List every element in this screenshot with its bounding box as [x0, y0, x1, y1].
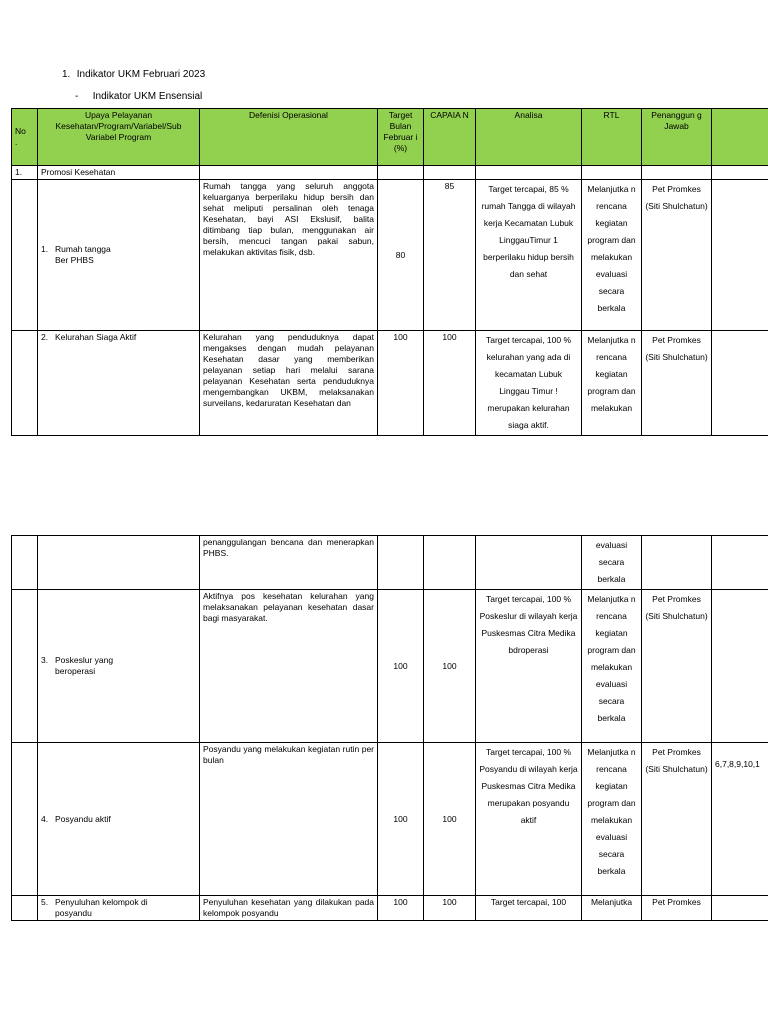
- capaian-cell: 100: [424, 743, 476, 896]
- extra-cell: [712, 896, 768, 921]
- indicator-table-page1: [11, 108, 768, 436]
- rtl-cell: Melanjutka n rencana kegiatan program dan melakukan evaluasi secara berkala: [582, 180, 642, 331]
- section-no: 1.: [12, 166, 38, 180]
- heading-title: Indikator UKM Februari 2023: [76, 69, 206, 80]
- header-upaya: Upaya Pelayanan Kesehatan/Program/Variabel/Sub Variabel Program: [38, 109, 200, 166]
- definition-cell: Aktifnya pos kesehatan kelurahan yang melaksanakan pelayanan kesehatan dasar bagi masyarakat.: [200, 590, 378, 743]
- header-defenisi: Defenisi Operasional: [200, 109, 378, 166]
- program-cell: 1. Rumah tangga Ber PHBS: [38, 180, 200, 331]
- rtl-cell: evaluasi secara berkala: [582, 536, 642, 590]
- definition-cell: Penyuluhan kesehatan yang dilakukan pada kelompok posyandu: [200, 896, 378, 921]
- table-row: [12, 896, 768, 921]
- rtl-cell: Melanjutka n rencana kegiatan program dan melakukan evaluasi secara berkala: [582, 590, 642, 743]
- rtl-cell: Melanjutka n rencana kegiatan program dan melakukan evaluasi secara berkala: [582, 743, 642, 896]
- extra-cell: [712, 331, 768, 436]
- header-extra: [712, 109, 768, 166]
- extra-cell: 6,7,8,9,10,1: [712, 743, 768, 896]
- header-target: Target Bulan Februar i (%): [378, 109, 424, 166]
- heading-number: 1.: [62, 69, 71, 80]
- indicator-table-page2: [11, 535, 768, 921]
- program-cell: 5. Penyuluhan kelompok di posyandu: [38, 896, 200, 921]
- target-cell: 100: [378, 896, 424, 921]
- header-analisa: Analisa: [476, 109, 582, 166]
- extra-cell: [712, 590, 768, 743]
- pj-cell: Pet Promkes (Siti Shulchatun): [642, 331, 712, 436]
- subheading-dash: -: [75, 91, 79, 102]
- analisa-cell: Target tercapai, 100 % Poskeslur di wilayah kerja Puskesmas Citra Medika bdroperasi: [476, 590, 582, 743]
- table-row-continued: [12, 536, 768, 590]
- header-penanggung-jawab: Penanggun g Jawab: [642, 109, 712, 166]
- document-subheading: [75, 91, 202, 102]
- program-cell: 2. Kelurahan Siaga Aktif: [38, 331, 200, 436]
- pj-cell: Pet Promkes (Siti Shulchatun): [642, 743, 712, 896]
- definition-cell: penanggulangan bencana dan menerapkan PHBS.: [200, 536, 378, 590]
- definition-cell: Kelurahan yang penduduknya dapat mengakses dengan mudah pelayanan Kesehatan dasar yang memberikan pelayanan setiap hari melalui sarana pelayanan Kesehatan serta penduduknya mengembangkan UKBM, melaksanakan surveilans, kedaruratan Kesehatan dan: [200, 331, 378, 436]
- program-cell: 4. Posyandu aktif: [38, 743, 200, 896]
- subheading-title: Indikator UKM Ensensial: [92, 91, 203, 102]
- target-cell: 100: [378, 331, 424, 436]
- header-capaian: CAPAIA N: [424, 109, 476, 166]
- definition-cell: Posyandu yang melakukan kegiatan rutin per bulan: [200, 743, 378, 896]
- table-row: [12, 743, 768, 896]
- document-heading: [62, 69, 205, 80]
- capaian-cell: 100: [424, 331, 476, 436]
- pj-cell: Pet Promkes: [642, 896, 712, 921]
- target-cell: 100: [378, 743, 424, 896]
- analisa-cell: Target tercapai, 100 % Posyandu di wilayah kerja Puskesmas Citra Medika merupakan posyandu aktif: [476, 743, 582, 896]
- analisa-cell: Target tercapai, 100 % kelurahan yang ada di kecamatan Lubuk Linggau Timur ! merupakan kelurahan siaga aktif.: [476, 331, 582, 436]
- definition-cell: Rumah tangga yang seluruh anggota keluarganya berperilaku hidup bersih dan sehat meliputi persalinan oleh tenaga Kesehatan, bayi ASI Ekslusif, balita ditimbang tiap bulan, menggunakan air bersih, mencuci tangan pakai sabun, melakukan aktivitas fisik, dsb.: [200, 180, 378, 331]
- analisa-cell: Target tercapai, 100: [476, 896, 582, 921]
- table-row: [12, 180, 768, 331]
- target-cell: 80: [378, 180, 424, 331]
- section-row: [12, 166, 768, 180]
- extra-cell: [712, 180, 768, 331]
- pj-cell: Pet Promkes (Siti Shulchatun): [642, 590, 712, 743]
- table-row: [12, 590, 768, 743]
- header-no: No .: [12, 109, 38, 166]
- table-row: [12, 331, 768, 436]
- capaian-cell: 85: [424, 180, 476, 331]
- table-header-row: [12, 109, 768, 166]
- rtl-cell: Melanjutka: [582, 896, 642, 921]
- analisa-cell: Target tercapai, 85 % rumah Tangga di wilayah kerja Kecamatan Lubuk LinggauTimur 1 berperilaku hidup bersih dan sehat: [476, 180, 582, 331]
- program-cell: 3. Poskeslur yang beroperasi: [38, 590, 200, 743]
- section-label: Promosi Kesehatan: [38, 166, 200, 180]
- target-cell: 100: [378, 590, 424, 743]
- header-rtl: RTL: [582, 109, 642, 166]
- capaian-cell: 100: [424, 590, 476, 743]
- capaian-cell: 100: [424, 896, 476, 921]
- rtl-cell: Melanjutka n rencana kegiatan program dan melakukan: [582, 331, 642, 436]
- pj-cell: Pet Promkes (Siti Shulchatun): [642, 180, 712, 331]
